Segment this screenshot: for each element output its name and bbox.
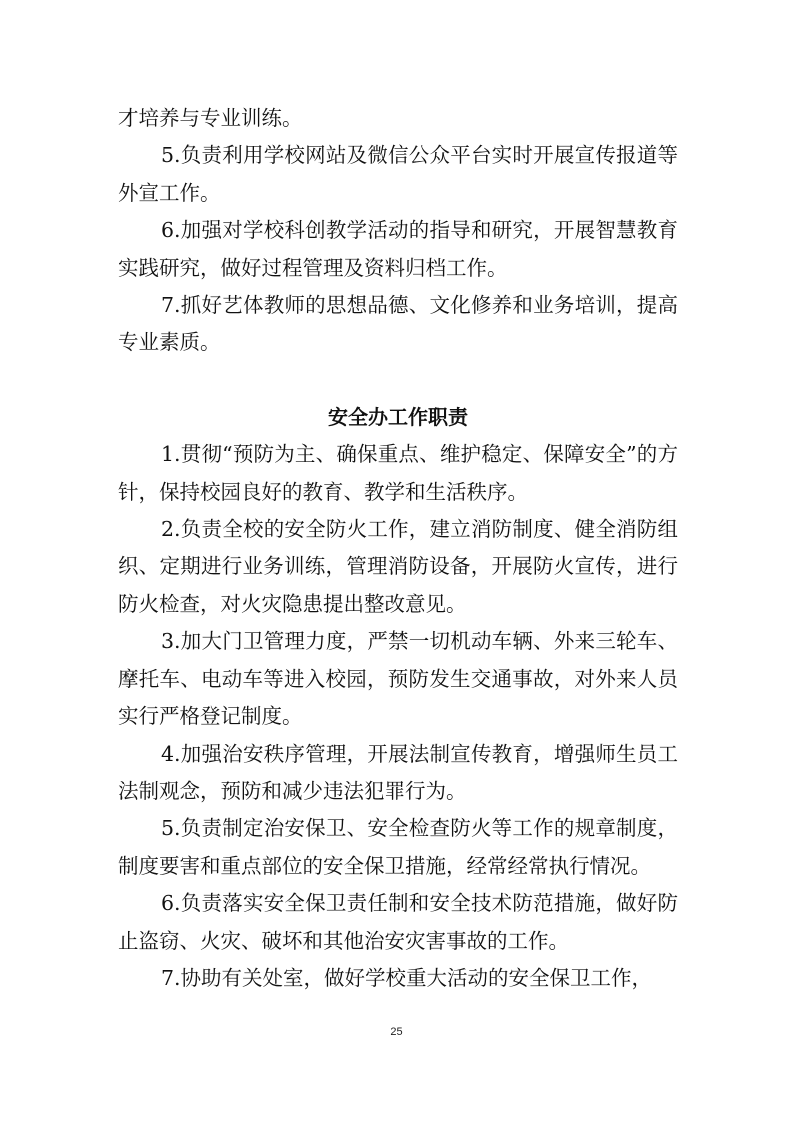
safety-duty-item-7: 7.协助有关处室，做好学校重大活动的安全保卫工作， (161, 965, 653, 990)
safety-duty-item-6: 6.负责落实安全保卫责任制和安全技术防范措施，做好防止盗窃、火灾、破坏和其他治安灾害事故的工作。 (118, 891, 678, 953)
safety-duty-item-4: 4.加强治安秩序管理，开展法制宣传教育，增强师生员工法制观念，预防和减少违法犯罪行为。 (118, 741, 678, 803)
continuation-paragraph: 才培养与专业训练。 (118, 106, 303, 130)
safety-duty-item-1: 1.贯彻“预防为主、确保重点、维护稳定、保障安全”的方针，保持校园良好的教育、教学和生活秩序。 (118, 442, 678, 504)
page-number: 25 (390, 1026, 403, 1038)
section-title: 安全办工作职责 (328, 404, 468, 429)
duty-item-6: 6.加强对学校科创教学活动的指导和研究，开展智慧教育实践研究，做好过程管理及资料归档工作。 (118, 218, 678, 280)
safety-duty-item-2: 2.负责全校的安全防火工作，建立消防制度、健全消防组织、定期进行业务训练，管理消防设备，开展防火宣传，进行防火检查，对火灾隐患提出整改意见。 (118, 517, 678, 616)
duty-item-7: 7.抓好艺体教师的思想品德、文化修养和业务培训，提高专业素质。 (118, 293, 678, 355)
duty-item-5: 5.负责利用学校网站及微信公众平台实时开展宣传报道等外宣工作。 (118, 143, 678, 205)
document-page (118, 100, 678, 997)
safety-duty-item-5: 5.负责制定治安保卫、安全检查防火等工作的规章制度，制度要害和重点部位的安全保卫措施，经常经常执行情况。 (118, 816, 678, 878)
safety-duty-item-3: 3.加大门卫管理力度，严禁一切机动车辆、外来三轮车、摩托车、电动车等进入校园，预防发生交通事故，对外来人员实行严格登记制度。 (118, 629, 678, 729)
